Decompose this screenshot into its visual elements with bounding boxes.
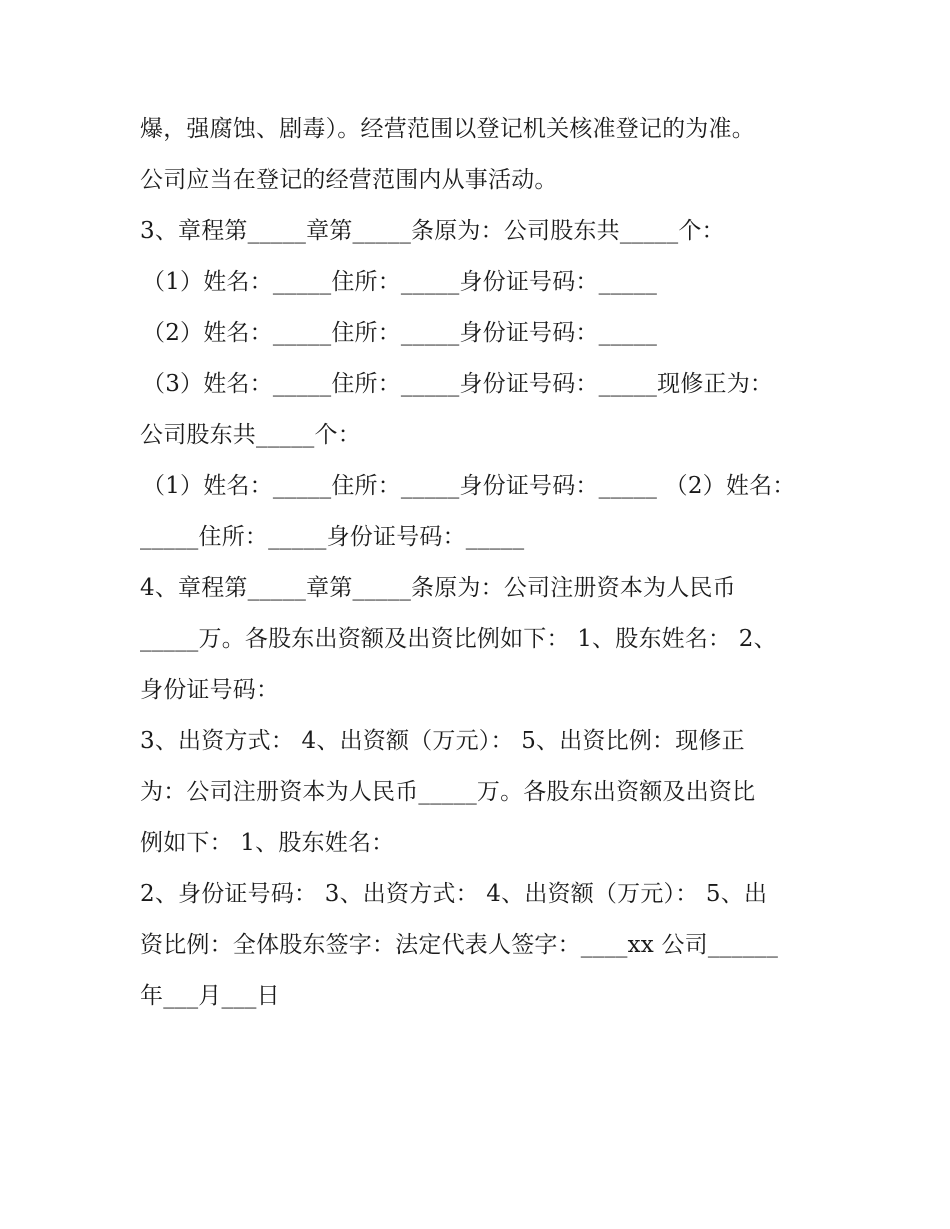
text-line: 4、章程第_____章第_____条原为：公司注册资本为人民币 xyxy=(140,575,736,601)
text-line: 3、章程第_____章第_____条原为：公司股东共_____个： xyxy=(140,218,725,244)
text-line: _____住所：_____身份证号码：_____ xyxy=(140,524,525,550)
text-line: 例如下： 1、股东姓名： xyxy=(140,830,395,856)
text-line: _____万。各股东出资额及出资比例如下： 1、股东姓名： 2、 xyxy=(140,626,777,652)
text-line: 2、身份证号码： 3、出资方式： 4、出资额（万元）： 5、出 xyxy=(140,881,768,907)
text-line: 爆，强腐蚀、剧毒）。经营范围以登记机关核准登记的为准。 xyxy=(140,116,755,142)
text-line: （1）姓名：_____住所：_____身份证号码：_____ xyxy=(142,269,658,295)
document-body xyxy=(140,104,820,1022)
text-line: 为：公司注册资本为人民币_____万。各股东出资额及出资比 xyxy=(140,779,756,805)
text-line: （2）姓名：_____住所：_____身份证号码：_____ xyxy=(142,320,658,346)
text-line: 年___月___日 xyxy=(140,983,280,1009)
text-line: （3）姓名：_____住所：_____身份证号码：_____现修正为： xyxy=(142,371,774,397)
text-line: 公司应当在登记的经营范围内从事活动。 xyxy=(140,167,558,193)
text-line: 身份证号码： xyxy=(140,677,280,703)
text-line: （1）姓名：_____住所：_____身份证号码：_____ （2）姓名： xyxy=(142,473,796,499)
text-line: 资比例：全体股东签字：法定代表人签字：____xx 公司______ xyxy=(140,932,779,958)
text-line: 3、出资方式： 4、出资额（万元）： 5、出资比例：现修正 xyxy=(140,728,745,754)
text-line: 公司股东共_____个： xyxy=(140,422,361,448)
